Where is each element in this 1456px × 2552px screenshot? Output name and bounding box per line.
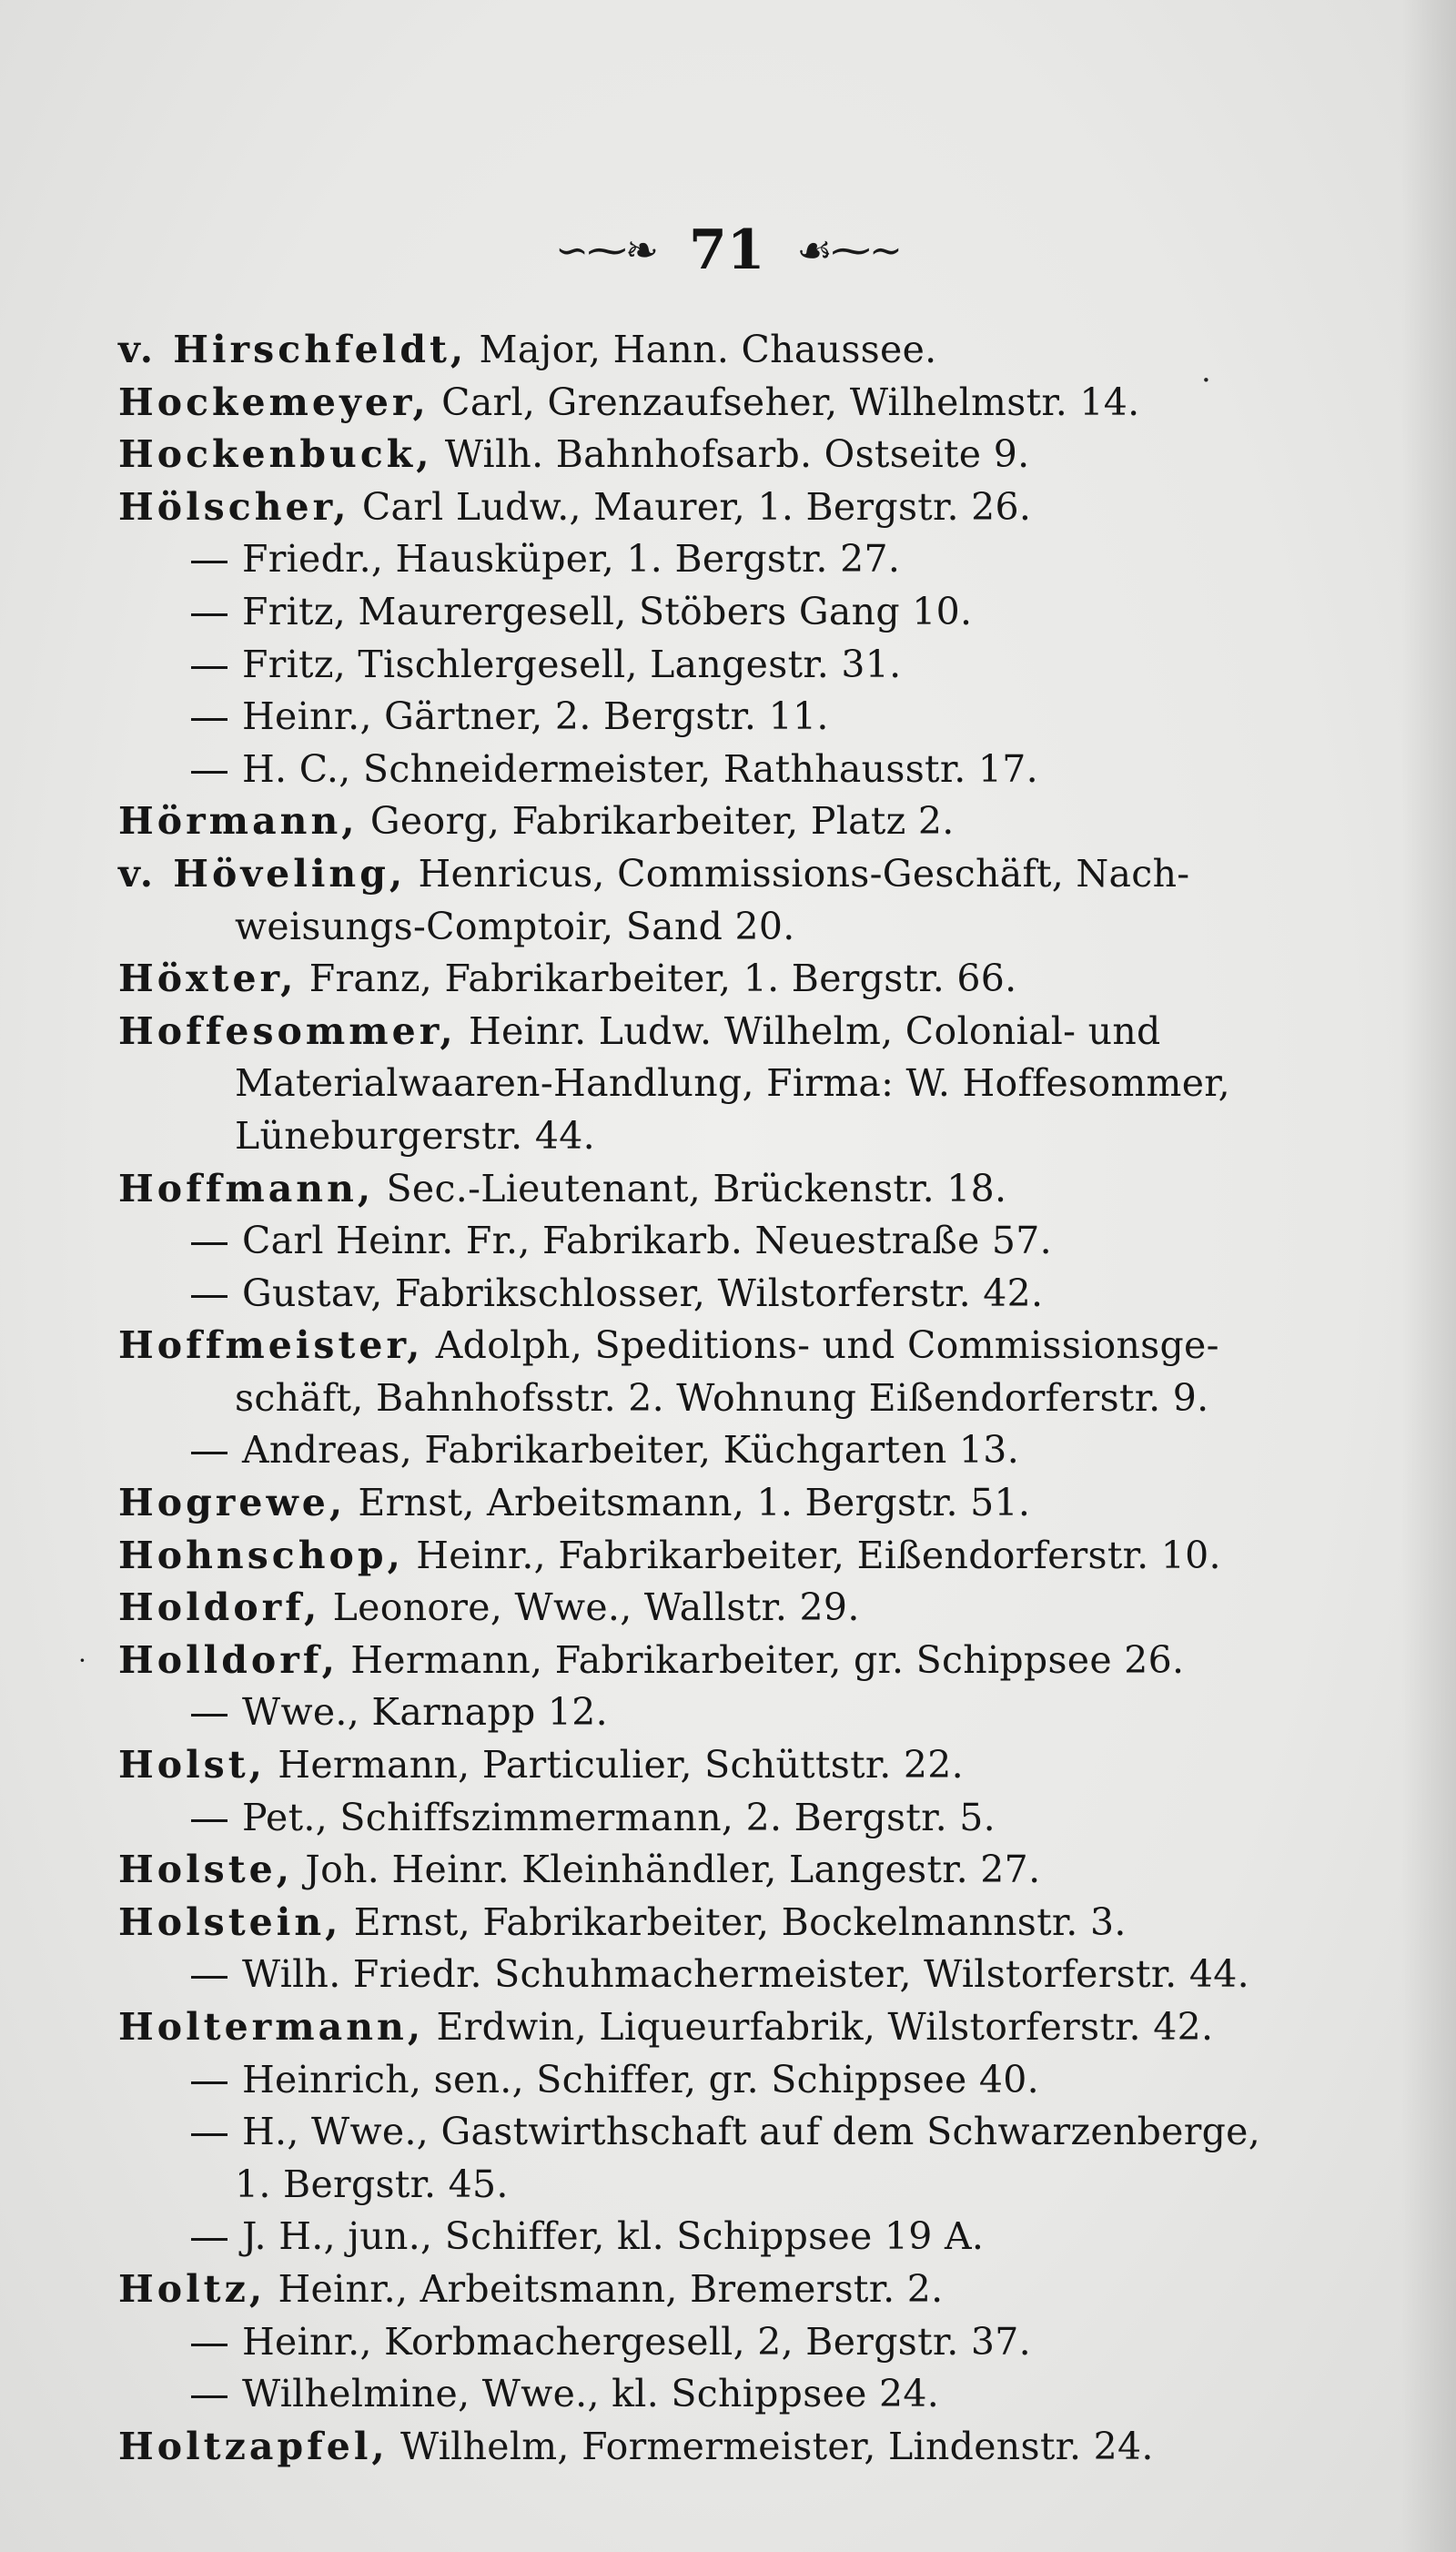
entry-text: Heinr., Gärtner, 2. Bergstr. 11. — [242, 694, 829, 739]
ditto-dash — [191, 1268, 231, 1321]
entry-line — [0, 953, 1456, 1006]
entry-surname: v. Hirschfeldt, — [118, 328, 468, 371]
entry-line — [0, 324, 1456, 377]
entry-text: Franz, Fabrikarbeiter, 1. Bergstr. 66. — [297, 957, 1017, 1001]
entry-surname: Hörmann, — [118, 799, 359, 844]
entry-surname: Hockemeyer, — [118, 380, 430, 424]
entry-text: H. C., Schneidermeister, Rathhausstr. 17. — [242, 746, 1038, 791]
entry-line — [0, 2054, 1456, 2107]
entry-line — [0, 429, 1456, 481]
entry-surname: Hölscher, — [118, 484, 350, 529]
ditto-dash — [191, 2054, 231, 2107]
entry-text: schäft, Bahnhofsstr. 2. Wohnung Eißendorferstr. 9. — [235, 1375, 1209, 1420]
entry-continuation — [0, 901, 1456, 954]
entry-line — [0, 848, 1456, 901]
entry-line — [0, 691, 1456, 744]
entry-text: Joh. Heinr. Kleinhändler, Langestr. 27. — [293, 1848, 1041, 1892]
entry-text: Materialwaaren-Handlung, Firma: W. Hoffesommer, — [235, 1061, 1231, 1106]
entry-text: Wilh. Bahnhofsarb. Ostseite 9. — [432, 432, 1030, 477]
page-number: 71 — [688, 218, 765, 282]
entry-surname: Holste, — [118, 1848, 294, 1892]
entry-line — [0, 2106, 1456, 2159]
ornament-right-icon: ☙⁓∼ — [796, 227, 901, 274]
entry-text: Leonore, Wwe., Wallstr. 29. — [320, 1585, 860, 1630]
entry-text: Fritz, Maurergesell, Stöbers Gang 10. — [242, 589, 973, 633]
entry-line — [0, 2368, 1456, 2421]
entry-line — [0, 377, 1456, 430]
entry-continuation — [0, 1110, 1456, 1163]
margin-dot: · — [78, 1645, 86, 1676]
entry-surname: Holtermann, — [118, 2005, 425, 2049]
entry-line — [0, 2263, 1456, 2316]
entry-text: Wilhelmine, Wwe., kl. Schippsee 24. — [242, 2372, 940, 2416]
entry-text: Ernst, Fabrikarbeiter, Bockelmannstr. 3. — [341, 1899, 1127, 1944]
entry-surname: v. Höveling, — [118, 851, 407, 896]
entry-line — [0, 1792, 1456, 1845]
entry-text: Carl Heinr. Fr., Fabrikarb. Neuestraße 57. — [242, 1219, 1053, 1263]
entry-line — [0, 2421, 1456, 2474]
entry-surname: Holst, — [118, 1743, 266, 1787]
entry-line — [0, 1163, 1456, 1216]
entry-text: weisungs-Comptoir, Sand 20. — [235, 904, 795, 948]
entry-text: 1. Bergstr. 45. — [235, 2162, 509, 2206]
entry-text: Sec.-Lieutenant, Brückenstr. 18. — [374, 1166, 1007, 1210]
ditto-dash — [191, 2368, 231, 2421]
entry-line — [0, 2211, 1456, 2263]
entry-line — [0, 1897, 1456, 1949]
directory-entries — [0, 324, 1456, 2473]
entry-line — [0, 1635, 1456, 1687]
entry-text: Hermann, Fabrikarbeiter, gr. Schippsee 26. — [338, 1637, 1185, 1682]
entry-continuation — [0, 1058, 1456, 1110]
entry-text: Lüneburgerstr. 44. — [235, 1113, 595, 1158]
ditto-dash — [191, 2106, 231, 2159]
ornament-left-icon: ∽⁓❧ — [555, 227, 657, 274]
entry-surname: Holdorf, — [118, 1585, 321, 1630]
entry-line — [0, 1477, 1456, 1530]
entry-text: Heinrich, sen., Schiffer, gr. Schippsee 40. — [242, 2057, 1040, 2101]
entry-text: H., Wwe., Gastwirthschaft auf dem Schwarzenberge, — [242, 2110, 1261, 2154]
ditto-dash — [191, 1215, 231, 1268]
page-header — [0, 218, 1456, 291]
ditto-dash — [191, 1792, 231, 1845]
ditto-dash — [191, 744, 231, 796]
entry-text: Heinr. Ludw. Wilhelm, Colonial- und — [456, 1008, 1161, 1053]
ditto-dash — [191, 533, 231, 586]
ditto-dash — [191, 1949, 231, 2001]
entry-text: Gustav, Fabrikschlosser, Wilstorferstr. 42. — [242, 1271, 1044, 1315]
ditto-dash — [191, 691, 231, 744]
entry-text: Henricus, Commissions-Geschäft, Nach- — [406, 851, 1190, 896]
entry-text: Heinr., Arbeitsmann, Bremerstr. 2. — [266, 2266, 944, 2311]
entry-line — [0, 1320, 1456, 1372]
entry-surname: Hoffmann, — [118, 1166, 375, 1210]
ditto-dash — [191, 2316, 231, 2369]
entry-text: Georg, Fabrikarbeiter, Platz 2. — [358, 799, 955, 844]
entry-line — [0, 744, 1456, 796]
entry-line — [0, 2001, 1456, 2054]
entry-text: Wilh. Friedr. Schuhmachermeister, Wilstorferstr. 44. — [242, 1952, 1249, 1997]
margin-tick: · — [1201, 362, 1211, 399]
entry-line — [0, 533, 1456, 586]
entry-line — [0, 481, 1456, 534]
entry-surname: Hogrewe, — [118, 1481, 347, 1525]
entry-text: Heinr., Fabrikarbeiter, Eißendorferstr. 10. — [403, 1533, 1221, 1577]
entry-surname: Holtzapfel, — [118, 2424, 389, 2468]
entry-text: Wwe., Karnapp 12. — [242, 1690, 608, 1735]
entry-line — [0, 639, 1456, 692]
entry-surname: Hoffmeister, — [118, 1323, 424, 1368]
entry-line — [0, 1006, 1456, 1058]
entry-line — [0, 1686, 1456, 1739]
entry-line — [0, 1530, 1456, 1583]
ditto-dash — [191, 2211, 231, 2263]
entry-surname: Hockenbuck, — [118, 432, 433, 477]
entry-text: J. H., jun., Schiffer, kl. Schippsee 19 A. — [242, 2214, 985, 2259]
entry-line — [0, 586, 1456, 639]
entry-line — [0, 1268, 1456, 1321]
entry-surname: Hohnschop, — [118, 1533, 404, 1577]
entry-text: Erdwin, Liqueurfabrik, Wilstorferstr. 42. — [424, 2005, 1214, 2049]
entry-continuation — [0, 2159, 1456, 2212]
entry-surname: Hoffesommer, — [118, 1008, 457, 1053]
entry-line — [0, 1844, 1456, 1897]
entry-text: Hermann, Particulier, Schüttstr. 22. — [265, 1743, 965, 1787]
entry-line — [0, 1739, 1456, 1792]
entry-surname: Holldorf, — [118, 1637, 339, 1682]
entry-line — [0, 1949, 1456, 2001]
entry-surname: Holtz, — [118, 2266, 267, 2311]
entry-surname: Holstein, — [118, 1899, 342, 1944]
entry-text: Adolph, Speditions- und Commissionsge- — [423, 1323, 1219, 1368]
entry-line — [0, 1215, 1456, 1268]
entry-line — [0, 1424, 1456, 1477]
ditto-dash — [191, 586, 231, 639]
ditto-dash — [191, 639, 231, 692]
entry-line — [0, 795, 1456, 848]
entry-line — [0, 2316, 1456, 2369]
entry-continuation — [0, 1372, 1456, 1425]
ditto-dash — [191, 1424, 231, 1477]
entry-text: Andreas, Fabrikarbeiter, Küchgarten 13. — [242, 1428, 1020, 1473]
entry-text: Friedr., Hausküper, 1. Bergstr. 27. — [242, 537, 901, 582]
entry-text: Pet., Schiffszimmermann, 2. Bergstr. 5. — [242, 1795, 996, 1839]
entry-text: Heinr., Korbmachergesell, 2, Bergstr. 37. — [242, 2319, 1032, 2364]
entry-text: Wilhelm, Formermeister, Lindenstr. 24. — [388, 2424, 1154, 2468]
entry-line — [0, 1582, 1456, 1635]
entry-text: Ernst, Arbeitsmann, 1. Bergstr. 51. — [346, 1481, 1031, 1525]
ditto-dash — [191, 1686, 231, 1739]
entry-surname: Höxter, — [118, 957, 298, 1001]
entry-text: Carl Ludw., Maurer, 1. Bergstr. 26. — [349, 484, 1032, 529]
entry-text: Fritz, Tischlergesell, Langestr. 31. — [242, 642, 902, 686]
entry-text: Major, Hann. Chaussee. — [467, 328, 937, 371]
entry-text: Carl, Grenzaufseher, Wilhelmstr. 14. — [429, 380, 1140, 424]
